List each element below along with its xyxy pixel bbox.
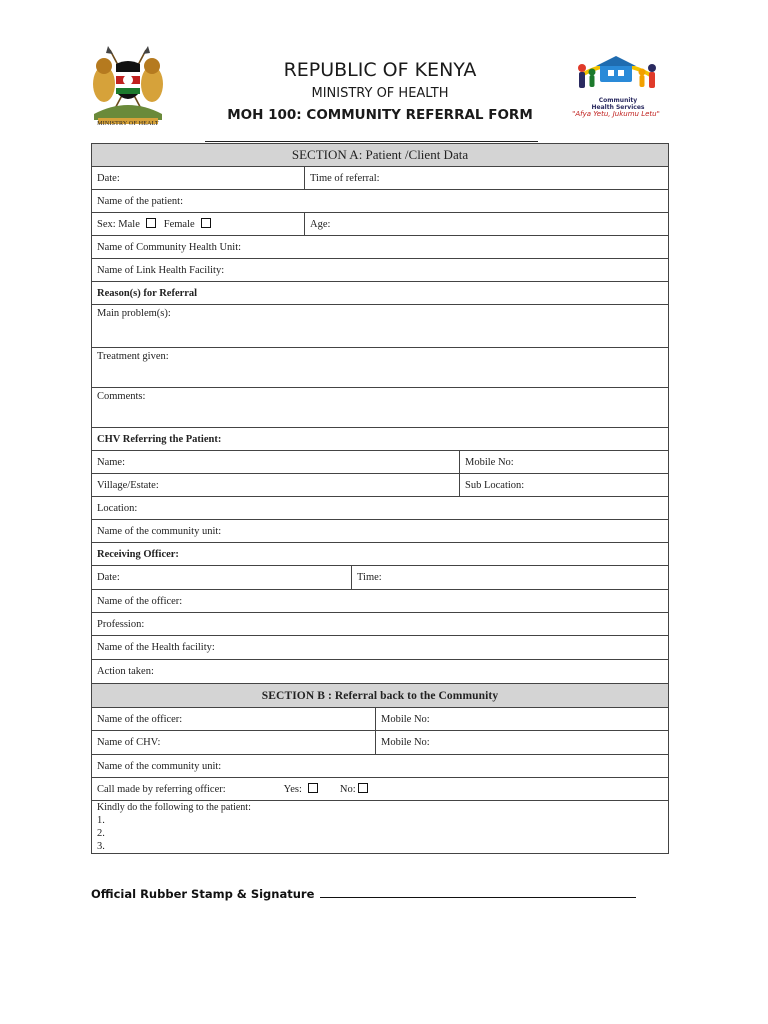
community-unit-row xyxy=(92,520,668,543)
signature-field[interactable] xyxy=(320,887,636,898)
date-time-row xyxy=(92,167,668,190)
date-field[interactable]: Date: xyxy=(97,172,120,184)
comments-row xyxy=(92,388,668,428)
profession-row xyxy=(92,613,668,636)
location-field[interactable]: Location: xyxy=(97,502,138,514)
list-item: 1. xyxy=(97,815,105,826)
referral-form-table xyxy=(91,143,669,854)
community-health-unit-field[interactable]: Name of Community Health Unit: xyxy=(97,241,242,253)
b-officer-name-field[interactable]: Name of the officer: xyxy=(97,713,183,725)
village-row xyxy=(92,474,668,497)
comments-field[interactable]: Comments: xyxy=(97,391,146,402)
b-chv-name-field[interactable]: Name of CHV: xyxy=(97,737,161,748)
male-checkbox[interactable] xyxy=(146,218,156,228)
link-health-facility-field[interactable]: Name of Link Health Facility: xyxy=(97,264,225,276)
form-titles xyxy=(200,58,560,126)
location-row xyxy=(92,497,668,520)
main-problems-row xyxy=(92,305,668,348)
treatment-given-field[interactable]: Treatment given: xyxy=(97,351,169,362)
chv-referring-heading: CHV Referring the Patient: xyxy=(97,433,222,445)
officer-name-field[interactable]: Name of the officer: xyxy=(97,595,183,607)
link-facility-row xyxy=(92,259,668,282)
reasons-heading-row xyxy=(92,282,668,305)
b-community-unit-row xyxy=(92,755,668,778)
form-header xyxy=(0,0,768,140)
receiving-date-row xyxy=(92,566,668,590)
header-divider xyxy=(205,141,538,142)
section-a-heading: SECTION A: Patient /Client Data xyxy=(92,144,668,167)
call-made-field: Call made by referring officer: Yes: No: xyxy=(92,778,668,800)
action-taken-row xyxy=(92,660,668,684)
b-officer-mobile-field[interactable]: Mobile No: xyxy=(381,713,430,725)
age-field[interactable]: Age: xyxy=(310,218,331,230)
treatment-given-row xyxy=(92,348,668,388)
receiving-date-field[interactable]: Date: xyxy=(97,572,120,583)
b-community-unit-field[interactable]: Name of the community unit: xyxy=(97,760,222,772)
main-problems-field[interactable]: Main problem(s): xyxy=(97,308,171,319)
kindly-do-field[interactable]: Kindly do the following to the patient: 1. 2. 3. xyxy=(92,801,668,853)
stamp-signature-line: Official Rubber Stamp & Signature xyxy=(91,887,636,901)
section-b-heading: SECTION B : Referral back to the Community xyxy=(92,684,668,708)
action-taken-field[interactable]: Action taken: xyxy=(97,666,154,677)
chv-name-row xyxy=(92,451,668,474)
time-of-referral-field[interactable]: Time of referral: xyxy=(310,172,380,184)
female-checkbox[interactable] xyxy=(201,218,211,228)
chv-heading-row xyxy=(92,428,668,451)
receiving-heading-row xyxy=(92,543,668,566)
ministry-title: MINISTRY OF HEALTH xyxy=(311,86,449,101)
reasons-heading: Reason(s) for Referral xyxy=(97,287,198,299)
form-title: MOH 100: COMMUNITY REFERRAL FORM xyxy=(227,107,533,123)
chv-mobile-field[interactable]: Mobile No: xyxy=(465,456,514,468)
b-officer-row xyxy=(92,708,668,731)
list-item: 2. xyxy=(97,828,105,839)
call-made-row xyxy=(92,778,668,801)
call-yes-checkbox[interactable] xyxy=(308,783,318,793)
health-facility-field[interactable]: Name of the Health facility: xyxy=(97,642,215,653)
village-estate-field[interactable]: Village/Estate: xyxy=(97,479,159,491)
sex-field: Sex: Male Female xyxy=(92,213,304,235)
chs-slogan: "Afya Yetu, Jukumu Letu" xyxy=(572,110,660,118)
patient-name-row xyxy=(92,190,668,213)
call-no-checkbox[interactable] xyxy=(358,783,368,793)
patient-name-field[interactable]: Name of the patient: xyxy=(97,195,184,207)
chs-logo-text: Community Health Services xyxy=(591,97,645,111)
receiving-time-field[interactable]: Time: xyxy=(357,572,382,583)
crest-caption: MINISTRY OF HEALT xyxy=(97,121,159,127)
sub-location-field[interactable]: Sub Location: xyxy=(465,479,525,491)
kindly-do-row xyxy=(92,801,668,853)
list-item: 3. xyxy=(97,841,105,852)
kindly-list xyxy=(97,814,668,853)
chv-name-field[interactable]: Name: xyxy=(97,456,125,468)
receiving-officer-heading: Receiving Officer: xyxy=(97,548,179,560)
profession-field[interactable]: Profession: xyxy=(97,618,145,630)
b-chv-row xyxy=(92,731,668,755)
health-facility-row xyxy=(92,636,668,660)
chu-name-row xyxy=(92,236,668,259)
republic-title: REPUBLIC OF KENYA xyxy=(283,59,477,81)
officer-name-row xyxy=(92,590,668,613)
community-unit-field[interactable]: Name of the community unit: xyxy=(97,525,222,537)
sex-age-row xyxy=(92,213,668,236)
b-chv-mobile-field[interactable]: Mobile No: xyxy=(381,737,430,748)
